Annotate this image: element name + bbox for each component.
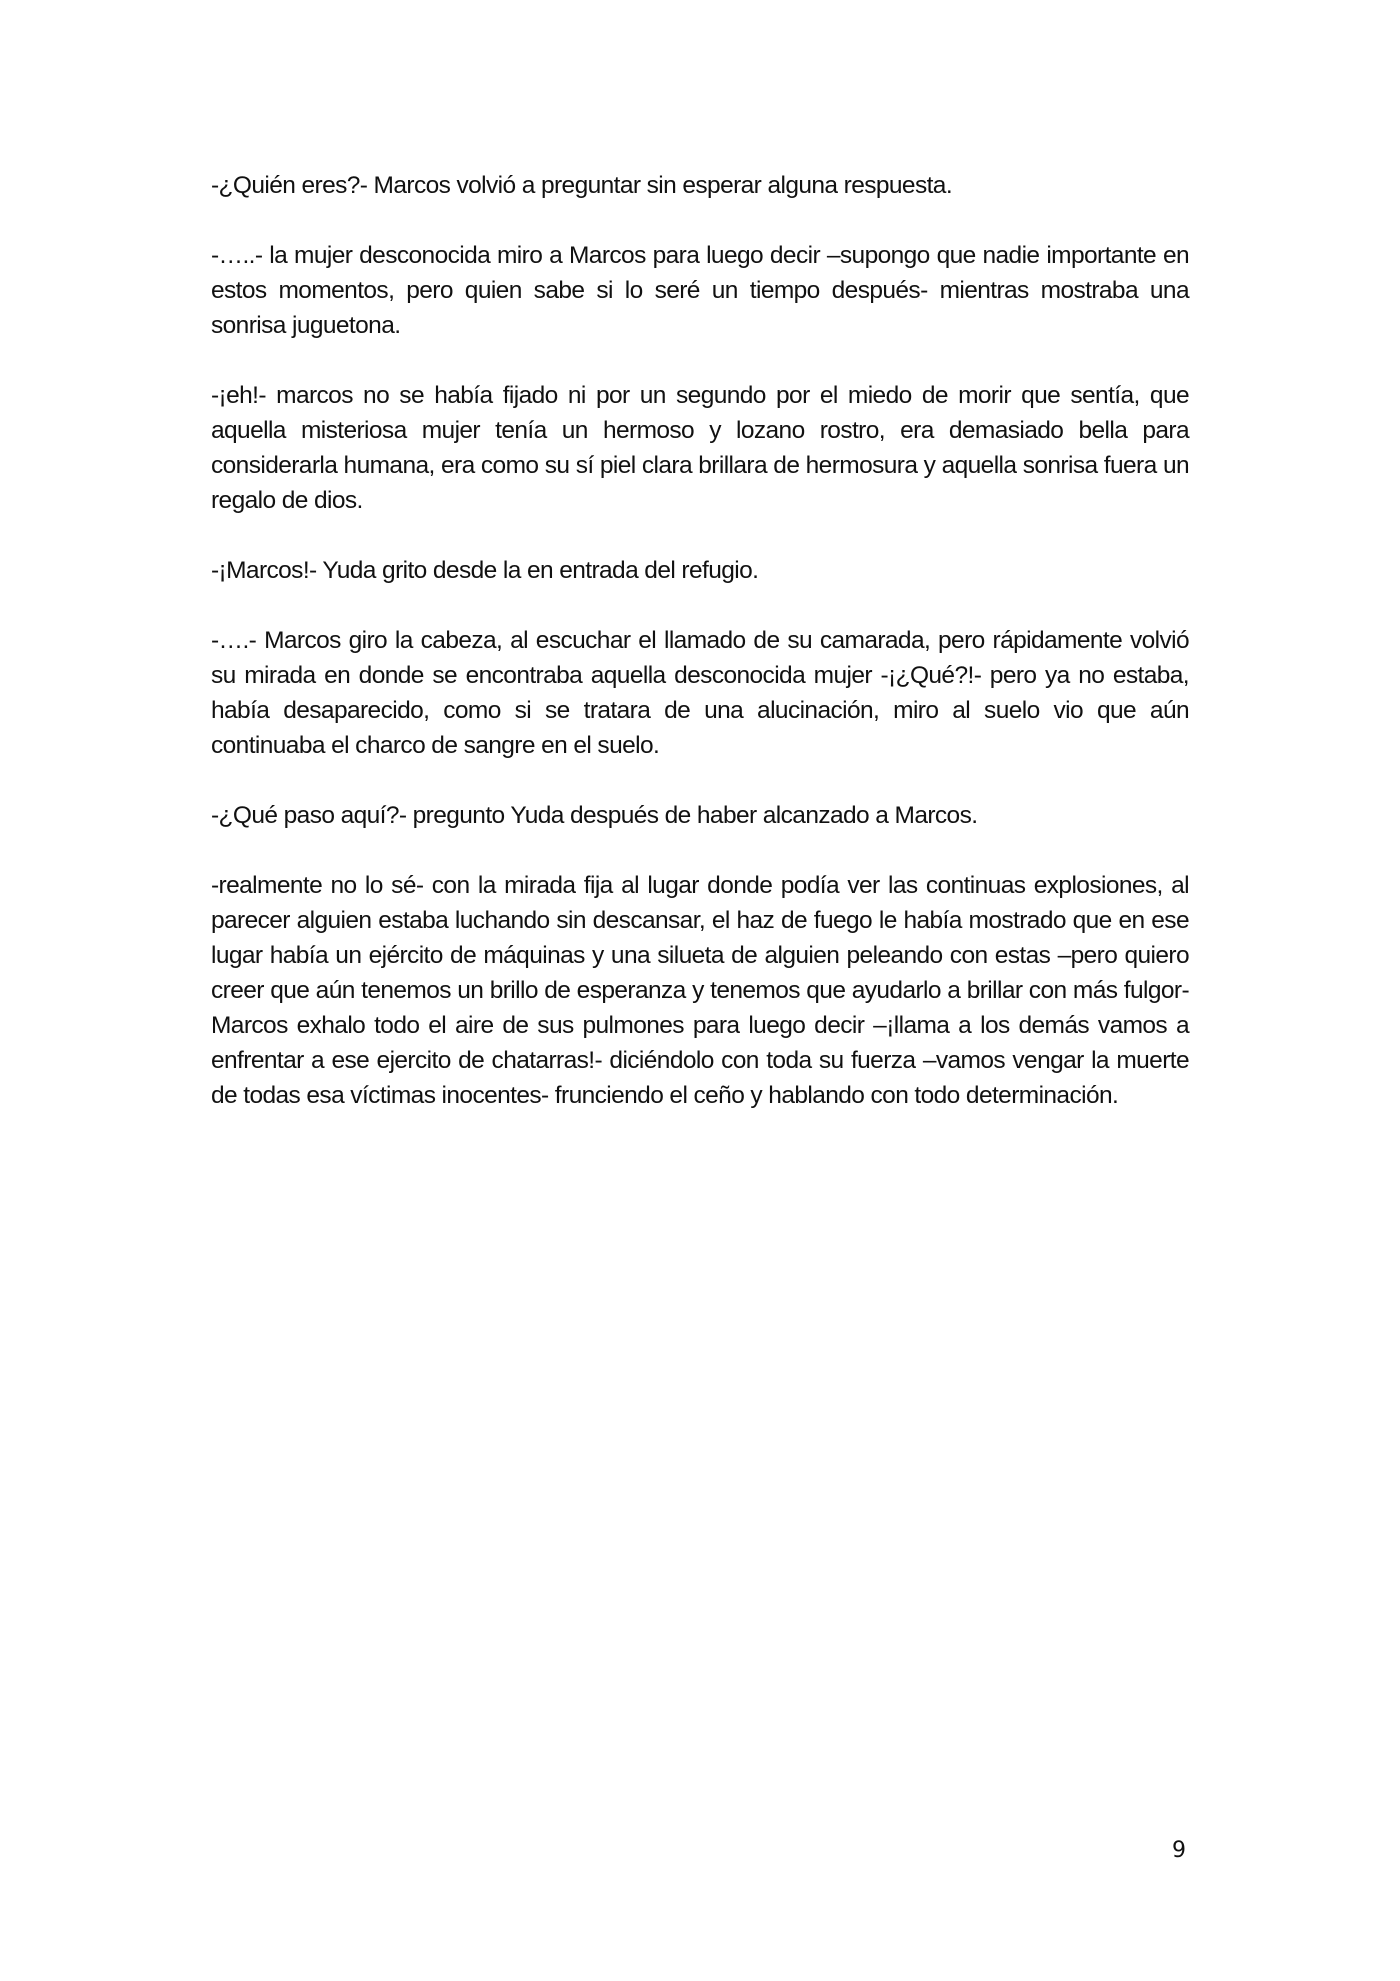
document-body — [211, 168, 1189, 1113]
paragraph: -….- Marcos giro la cabeza, al escuchar el llamado de su camarada, pero rápidamente volvió su mirada en donde se encontraba aquella desconocida mujer -¡¿Qué?!- pero ya no estaba, había desaparecido, como si se tratara de una alucinación, miro al suelo vio que aún continuaba el charco de sangre en el suelo. — [211, 627, 1189, 759]
paragraph: -¡Marcos!- Yuda grito desde la en entrada del refugio. — [211, 557, 759, 584]
paragraph: -¿Qué paso aquí?- pregunto Yuda después de haber alcanzado a Marcos. — [211, 802, 978, 829]
paragraph: -…..- la mujer desconocida miro a Marcos para luego decir –supongo que nadie importante en estos momentos, pero quien sabe si lo seré un tiempo después- mientras mostraba una sonrisa juguetona. — [211, 242, 1189, 339]
paragraph: -¡eh!- marcos no se había fijado ni por un segundo por el miedo de morir que sentía, que aquella misteriosa mujer tenía un hermoso y lozano rostro, era demasiado bella para considerarla humana, era como su sí piel clara brillara de hermosura y aquella sonrisa fuera un regalo de dios. — [211, 382, 1189, 514]
paragraph: -¿Quién eres?- Marcos volvió a preguntar sin esperar alguna respuesta. — [211, 172, 953, 199]
paragraph: -realmente no lo sé- con la mirada fija al lugar donde podía ver las continuas explosiones, al parecer alguien estaba luchando sin descansar, el haz de fuego le había mostrado que en ese lugar había un ejército de máquinas y una silueta de alguien peleando con estas –pero quiero creer que aún tenemos un brillo de esperanza y tenemos que ayudarlo a brillar con más fulgor- Marcos exhalo todo el aire de sus pulmones para luego decir –¡llama a los demás vamos a enfrentar a ese ejercito de chatarras!- diciéndolo con toda su fuerza –vamos vengar la muerte de todas esa víctimas inocentes- frunciendo el ceño y hablando con todo determinación. — [211, 872, 1189, 1109]
page-number: 9 — [1172, 1838, 1186, 1863]
